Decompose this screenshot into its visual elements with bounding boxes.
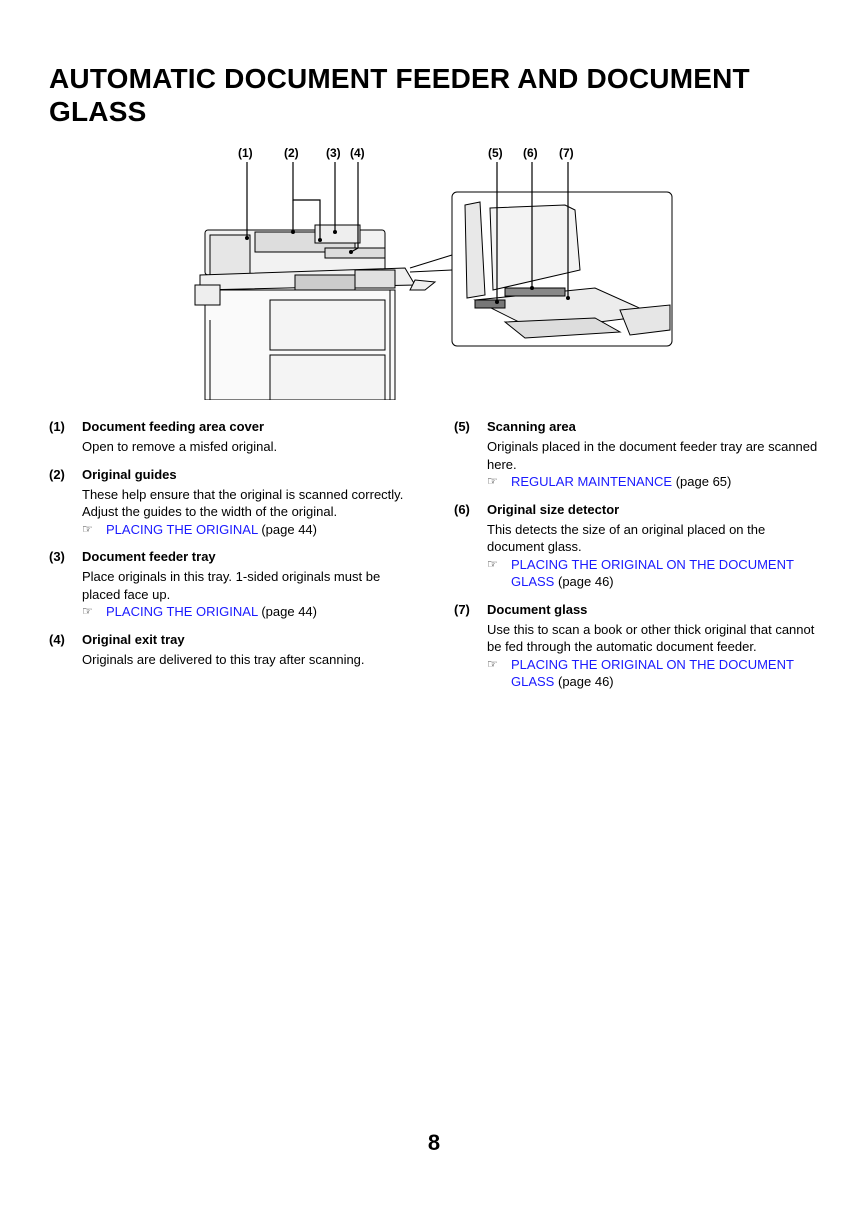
item-number: (3) — [49, 549, 65, 564]
reference-link[interactable]: PLACING THE ORIGINAL ON THE DOCUMENT GLASS — [511, 556, 794, 589]
copier-machine-drawing — [195, 225, 435, 400]
item-heading: Document glass — [487, 601, 588, 617]
item-heading: Original size detector — [487, 501, 620, 517]
item-heading: Document feeding area cover — [82, 419, 265, 434]
document-glass-detail-drawing — [452, 192, 672, 346]
reference-link[interactable]: PLACING THE ORIGINAL ON THE DOCUMENT GLASS — [511, 656, 794, 689]
part-item-7 — [454, 601, 824, 691]
callout-1: (1) — [238, 146, 253, 160]
reference-page: (page 65) — [675, 474, 732, 489]
parts-list-right — [454, 418, 824, 701]
callout-2: (2) — [284, 146, 299, 160]
part-item-5 — [454, 418, 824, 491]
reference-line — [487, 556, 824, 591]
pointing-hand-icon: ☞ — [487, 656, 498, 671]
reference-line — [82, 603, 419, 621]
reference-page: (page 44) — [261, 521, 317, 537]
reference-page: (page 46) — [557, 574, 614, 589]
callout-6: (6) — [523, 146, 538, 160]
callout-3: (3) — [326, 146, 341, 160]
callout-5: (5) — [488, 146, 503, 160]
item-number: (2) — [49, 466, 65, 482]
item-number: (5) — [454, 419, 470, 434]
item-description: Originals are delivered to this tray after scanning. — [82, 651, 365, 667]
copier-illustration — [175, 140, 695, 400]
item-number: (4) — [49, 631, 65, 647]
item-heading: Document feeder tray — [82, 549, 216, 564]
reference-page: (page 44) — [261, 604, 317, 619]
item-description: These help ensure that the original is scanned correctly. Adjust the guides to the width of the original. — [82, 486, 404, 519]
pointing-hand-icon: ☞ — [82, 521, 93, 536]
part-item-6 — [454, 501, 824, 591]
part-item-3 — [49, 548, 419, 621]
parts-list-left — [49, 418, 419, 678]
reference-line — [487, 656, 824, 691]
reference-link[interactable]: PLACING THE ORIGINAL — [106, 604, 258, 619]
reference-page: (page 46) — [557, 674, 614, 689]
item-description: Originals placed in the document feeder tray are scanned here. — [487, 439, 818, 472]
item-description: This detects the size of an original placed on the document glass. — [487, 521, 766, 554]
reference-line — [487, 473, 824, 491]
item-number: (6) — [454, 501, 470, 517]
reference-link[interactable]: PLACING THE ORIGINAL — [106, 521, 258, 537]
pointing-hand-icon: ☞ — [82, 604, 93, 618]
part-item-1 — [49, 418, 419, 456]
item-heading: Original guides — [82, 466, 177, 482]
page-title: AUTOMATIC DOCUMENT FEEDER AND DOCUMENT GLASS — [49, 63, 750, 127]
item-heading: Original exit tray — [82, 631, 185, 647]
item-number: (1) — [49, 419, 65, 434]
callout-4: (4) — [350, 146, 365, 160]
item-number: (7) — [454, 601, 470, 617]
page-number: 8 — [427, 1130, 441, 1155]
reference-link[interactable]: REGULAR MAINTENANCE — [511, 474, 673, 489]
pointing-hand-icon: ☞ — [487, 474, 498, 488]
part-item-4 — [49, 631, 419, 669]
part-item-2 — [49, 466, 419, 539]
item-heading: Scanning area — [487, 419, 576, 434]
pointing-hand-icon: ☞ — [487, 556, 498, 571]
reference-line — [82, 521, 419, 539]
item-description: Use this to scan a book or other thick original that cannot be fed through the automatic document feeder. — [487, 621, 815, 654]
item-description: Place originals in this tray. 1-sided originals must be placed face up. — [82, 569, 381, 602]
callout-7: (7) — [559, 146, 574, 160]
item-description: Open to remove a misfed original. — [82, 439, 278, 454]
